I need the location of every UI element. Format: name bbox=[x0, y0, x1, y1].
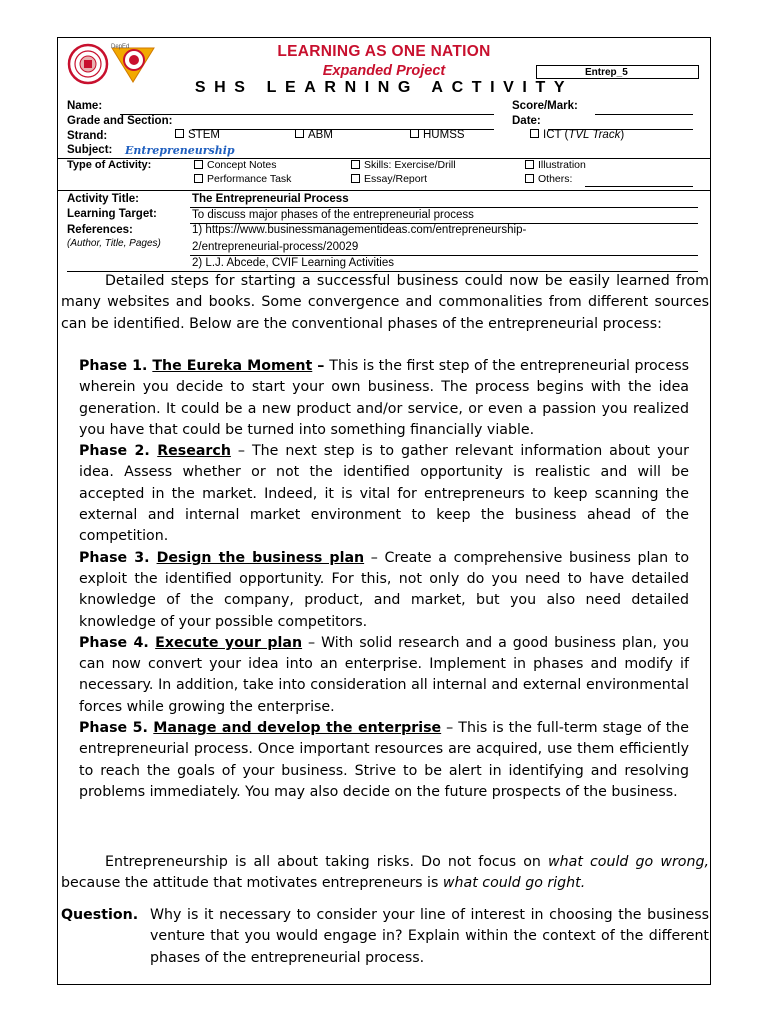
page-subtitle: Expanded Project bbox=[322, 63, 446, 79]
type-option-others[interactable]: Others: bbox=[525, 173, 572, 185]
subject-label: Subject: bbox=[67, 144, 113, 156]
checkbox-icon[interactable] bbox=[525, 174, 534, 183]
phase-number: Phase 3. bbox=[79, 549, 157, 566]
phase-item: Phase 2. Research – The next step is to gather relevant information about your idea. Assess whether or not the identified opportunity is realistic and will be accepted in the market. Indeed, it is vital for entrepreneurs to keep scanning the external and internal market environment to keep the business ahead of the competition. bbox=[79, 443, 689, 545]
subject-value: Entrepreneurship bbox=[125, 144, 235, 157]
phases-list bbox=[79, 356, 689, 803]
date-label: Date: bbox=[512, 115, 541, 127]
phase-description: This is the full-term stage of the entrepreneurial process. Once important resources are acquired, use them efficiently to reach the goals of your business. Strive to be alert in identifying and resolving problems immediately. You may also decide on the future prospects of the business. bbox=[79, 720, 690, 800]
phase-number: Phase 1. bbox=[79, 358, 153, 374]
checkbox-icon[interactable] bbox=[175, 129, 184, 138]
question-label: Question. bbox=[61, 907, 139, 923]
deped-logo-text: DepEd bbox=[111, 44, 130, 50]
page-title: LEARNING AS ONE NATION bbox=[277, 43, 491, 60]
activity-title-label: Activity Title: bbox=[67, 193, 139, 205]
score-label: Score/Mark: bbox=[512, 100, 578, 112]
strand-option-stem[interactable]: STEM bbox=[175, 129, 220, 141]
strand-option-abm[interactable]: ABM bbox=[295, 129, 333, 141]
ref-underline bbox=[190, 255, 698, 256]
phase-name: Research bbox=[157, 443, 231, 460]
score-field[interactable] bbox=[595, 114, 693, 115]
phase-number: Phase 4. bbox=[79, 634, 156, 651]
worksheet-page bbox=[57, 37, 711, 985]
strand-label: Strand: bbox=[67, 130, 108, 142]
phase-name: Execute your plan bbox=[155, 634, 303, 651]
grade-label: Grade and Section: bbox=[67, 115, 173, 127]
reference-2: 2) L.J. Abcede, CVIF Learning Activities bbox=[192, 257, 394, 269]
question-text: Why is it necessary to consider your line of interest in choosing the business venture that you would engage in? Explain within the context of the different phases of the entrepreneurial process. bbox=[150, 907, 709, 966]
checkbox-icon[interactable] bbox=[194, 160, 203, 169]
activity-title-value: The Entrepreneurial Process bbox=[192, 193, 349, 205]
checkbox-icon[interactable] bbox=[410, 129, 419, 138]
checkbox-icon[interactable] bbox=[530, 129, 539, 138]
references-label: References: bbox=[67, 224, 133, 236]
learning-target-value: To discuss major phases of the entrepreneurial process bbox=[192, 209, 474, 221]
others-field[interactable] bbox=[585, 186, 693, 187]
phase-name: Design the business plan bbox=[156, 549, 365, 566]
phase-item: Phase 4. Execute your plan – With solid research and a good business plan, you can now convert your idea into an enterprise. Implement in phases and modify if necessary. In addition, take into consideration all internal and external environmental forces while growing the enterprise. bbox=[79, 634, 690, 715]
checkbox-icon[interactable] bbox=[295, 129, 304, 138]
checkbox-icon[interactable] bbox=[525, 160, 534, 169]
phase-description: With solid research and a good business plan, you can now convert your idea into an enterprise. Implement in phases and modify if necessary. In addition, take into consideration all internal and external environmental forces while growing the enterprise. bbox=[79, 634, 690, 715]
type-option-performance-task[interactable]: Performance Task bbox=[194, 173, 291, 185]
phase-name: Manage and develop the enterprise bbox=[153, 720, 442, 737]
checkbox-icon[interactable] bbox=[351, 160, 360, 169]
phase-item: Phase 3. Design the business plan – Create a comprehensive business plan to exploit the identified opportunity. For this, not only do you need to have detailed knowledge of the company, product, and market, but you also need detailed knowledge of your possible competitors. bbox=[79, 549, 690, 630]
learning-target-label: Learning Target: bbox=[67, 208, 157, 220]
phase-number: Phase 2. bbox=[79, 443, 158, 460]
strand-option-ict[interactable]: ICT (TVL Track) bbox=[530, 129, 624, 141]
references-sublabel: (Author, Title, Pages) bbox=[67, 238, 161, 249]
checkbox-icon[interactable] bbox=[351, 174, 360, 183]
name-field[interactable] bbox=[120, 114, 494, 115]
reference-1-line-2: 2/entrepreneurial-process/20029 bbox=[192, 241, 359, 253]
type-option-essay-report[interactable]: Essay/Report bbox=[351, 173, 427, 185]
name-label: Name: bbox=[67, 100, 103, 112]
type-option-illustration[interactable]: Illustration bbox=[525, 159, 586, 171]
phase-item: Phase 5. Manage and develop the enterprise – This is the full-term stage of the entrepreneurial process. Once important resources are acquired, use them efficiently to reach the goals of your business. Strive to be alert in identifying and resolving problems immediately. You may also decide on the future prospects of the business. bbox=[79, 720, 690, 800]
type-label: Type of Activity: bbox=[67, 159, 152, 171]
divider bbox=[58, 190, 710, 191]
checkbox-icon[interactable] bbox=[194, 174, 203, 183]
closing-paragraph: Entrepreneurship is all about taking risks. Do not focus on what could go wrong, because the attitude that motivates entrepreneurs is what could go right. bbox=[61, 854, 709, 892]
phase-description: This is the first step of the entrepreneurial process wherein you decide to start your own business. The process begins with the idea generation. It could be a new product and/or service, or even a passion you realized you have that could be turned into something financially viable. bbox=[79, 358, 689, 438]
reference-1-line-1: 1) https://www.businessmanagementideas.com/entrepreneurship- bbox=[192, 224, 527, 236]
intro-paragraph: Detailed steps for starting a successful business could now be easily learned from many websites and books. Some convergence and commonalities from different sources can be identified. Below are the conventional phases of the entrepreneurial process: bbox=[61, 273, 709, 332]
title-underline bbox=[190, 207, 698, 208]
phase-item: Phase 1. The Eureka Moment – This is the first step of the entrepreneurial process wherein you decide to start your own business. The process begins with the idea generation. It could be a new product and/or service, or even a passion you realized you have that could be turned into something financially viable. bbox=[79, 358, 689, 438]
type-option-skills[interactable]: Skills: Exercise/Drill bbox=[351, 159, 456, 171]
activity-code: Entrep_5 bbox=[536, 65, 699, 79]
strand-option-humss[interactable]: HUMSS bbox=[410, 129, 465, 141]
phase-description: The next step is to gather relevant information about your idea. Assess whether or not the identified opportunity is realistic and will be accepted in the market. Indeed, it is vital for entrepreneurs to keep scanning the external and internal market environment to keep the business ahead of the competition. bbox=[79, 443, 689, 545]
phase-description: Create a comprehensive business plan to exploit the identified opportunity. For this, not only do you need to have detailed knowledge of the company, product, and market, but you also need detailed knowledge of your possible competitors. bbox=[79, 549, 690, 630]
activity-heading: SHS LEARNING ACTIVITY bbox=[194, 79, 574, 96]
phase-number: Phase 5. bbox=[79, 720, 154, 737]
phase-name: The Eureka Moment bbox=[152, 358, 313, 374]
type-option-concept-notes[interactable]: Concept Notes bbox=[194, 159, 276, 171]
